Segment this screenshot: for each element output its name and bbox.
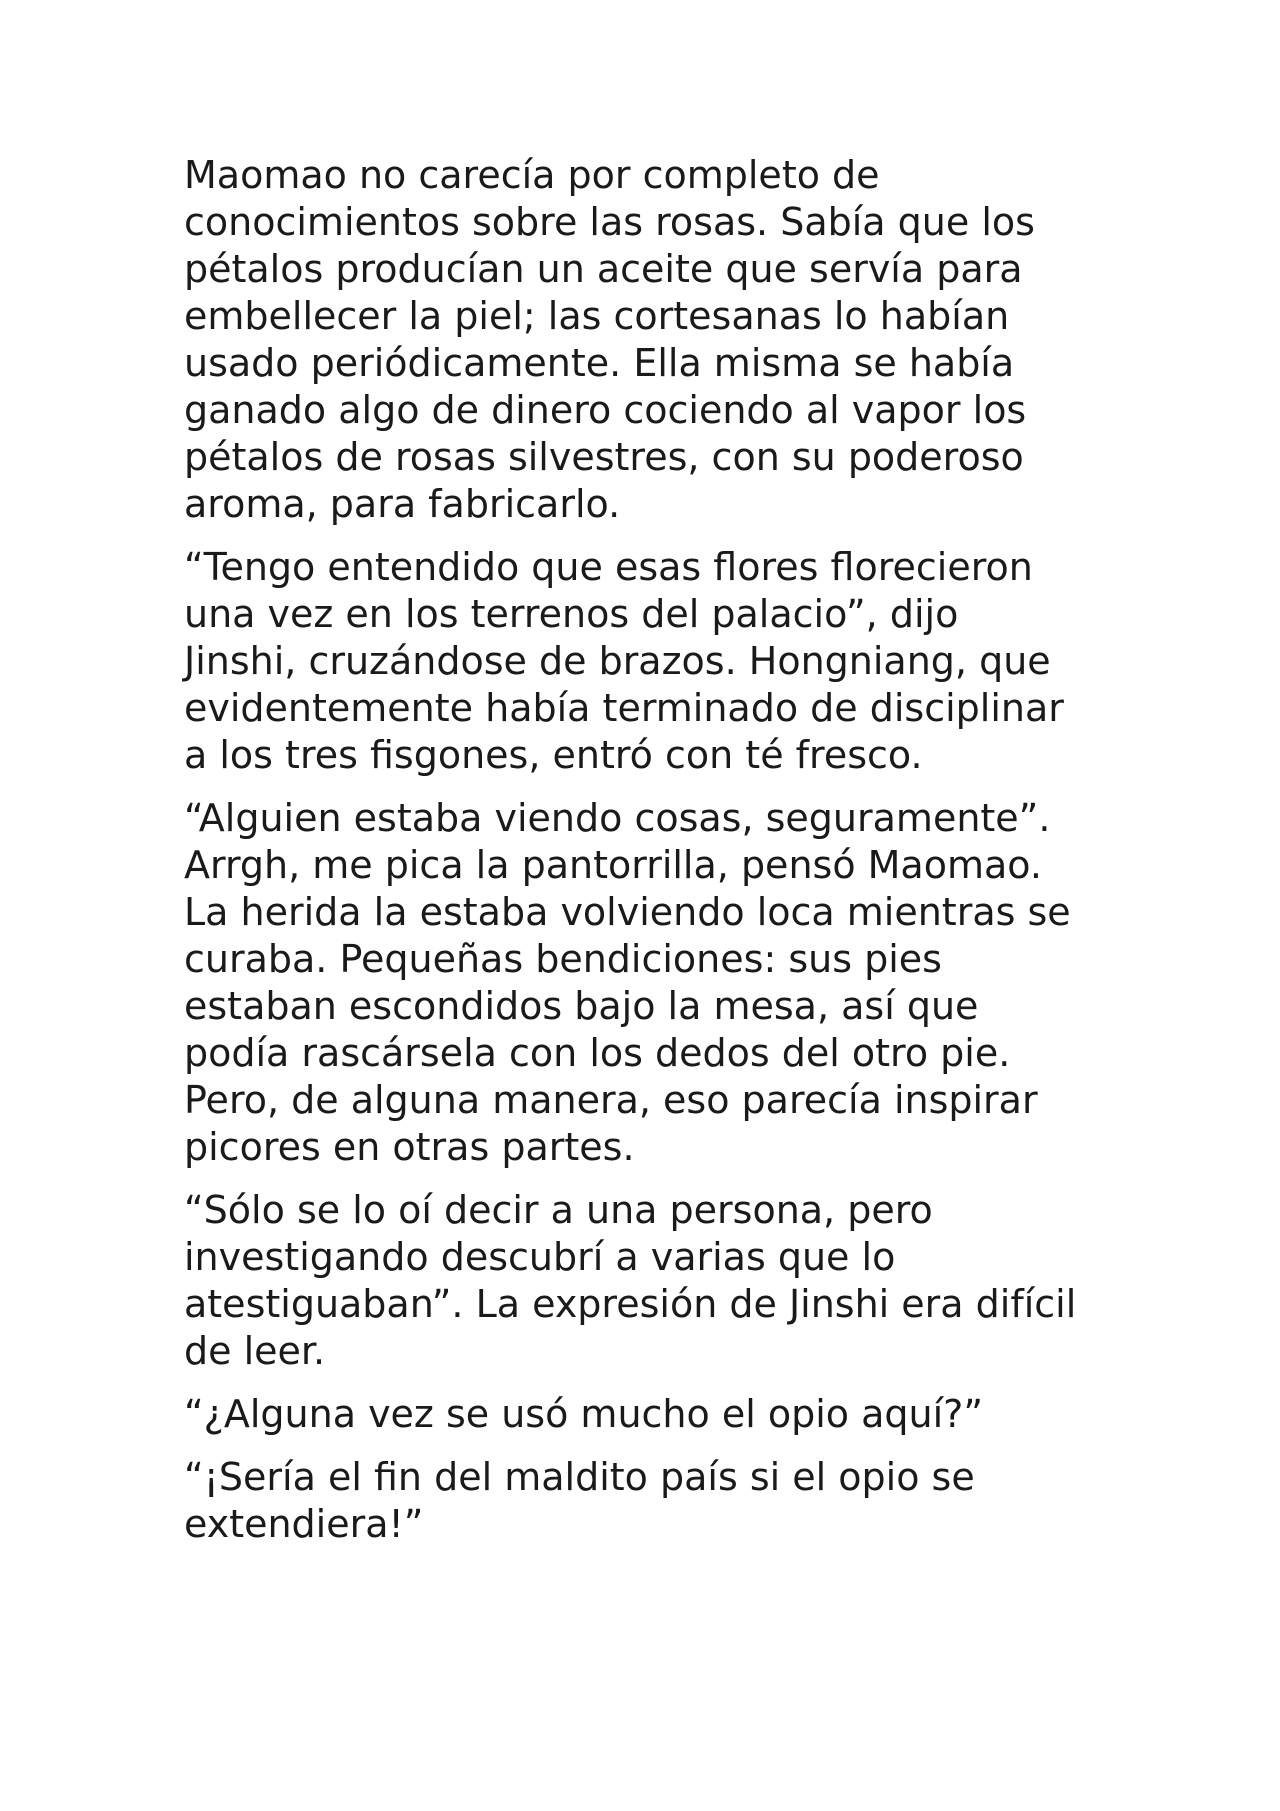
paragraph-4: “Sólo se lo oí decir a una persona, pero investigando descubrí a varias que lo atestiguaban”. La expresión de Jinshi era difícil de leer. [184,1188,1077,1373]
paragraph-1: Maomao no carecía por completo de conocimientos sobre las rosas. Sabía que los pétalos producían un aceite que servía para embellecer la piel; las cortesanas lo habían usado periódicamente. Ella misma se había ganado algo de dinero cociendo al vapor los pétalos de rosas silvestres, con su poderoso aroma, para fabricarlo. [184,153,1035,526]
paragraph-6: “¡Sería el fin del maldito país si el opio se extendiera!” [184,1455,975,1546]
paragraph-2: “Tengo entendido que esas flores florecieron una vez en los terrenos del palacio”, dijo Jinshi, cruzándose de brazos. Hongniang, que evidentemente había terminado de disciplinar a los tres fisgones, entró con té fresco. [184,545,1064,777]
paragraph-5: “¿Alguna vez se usó mucho el opio aquí?” [184,1392,984,1436]
paragraph-3: “Alguien estaba viendo cosas, seguramente”. Arrgh, me pica la pantorrilla, pensó Maomao. La herida la estaba volviendo loca mientras se curaba. Pequeñas bendiciones: sus pies estaban escondidos bajo la mesa, así que podía rascársela con los dedos del otro pie. Pero, de alguna manera, eso parecía inspirar picores en otras partes. [184,796,1071,1169]
document-page [184,152,1114,1564]
